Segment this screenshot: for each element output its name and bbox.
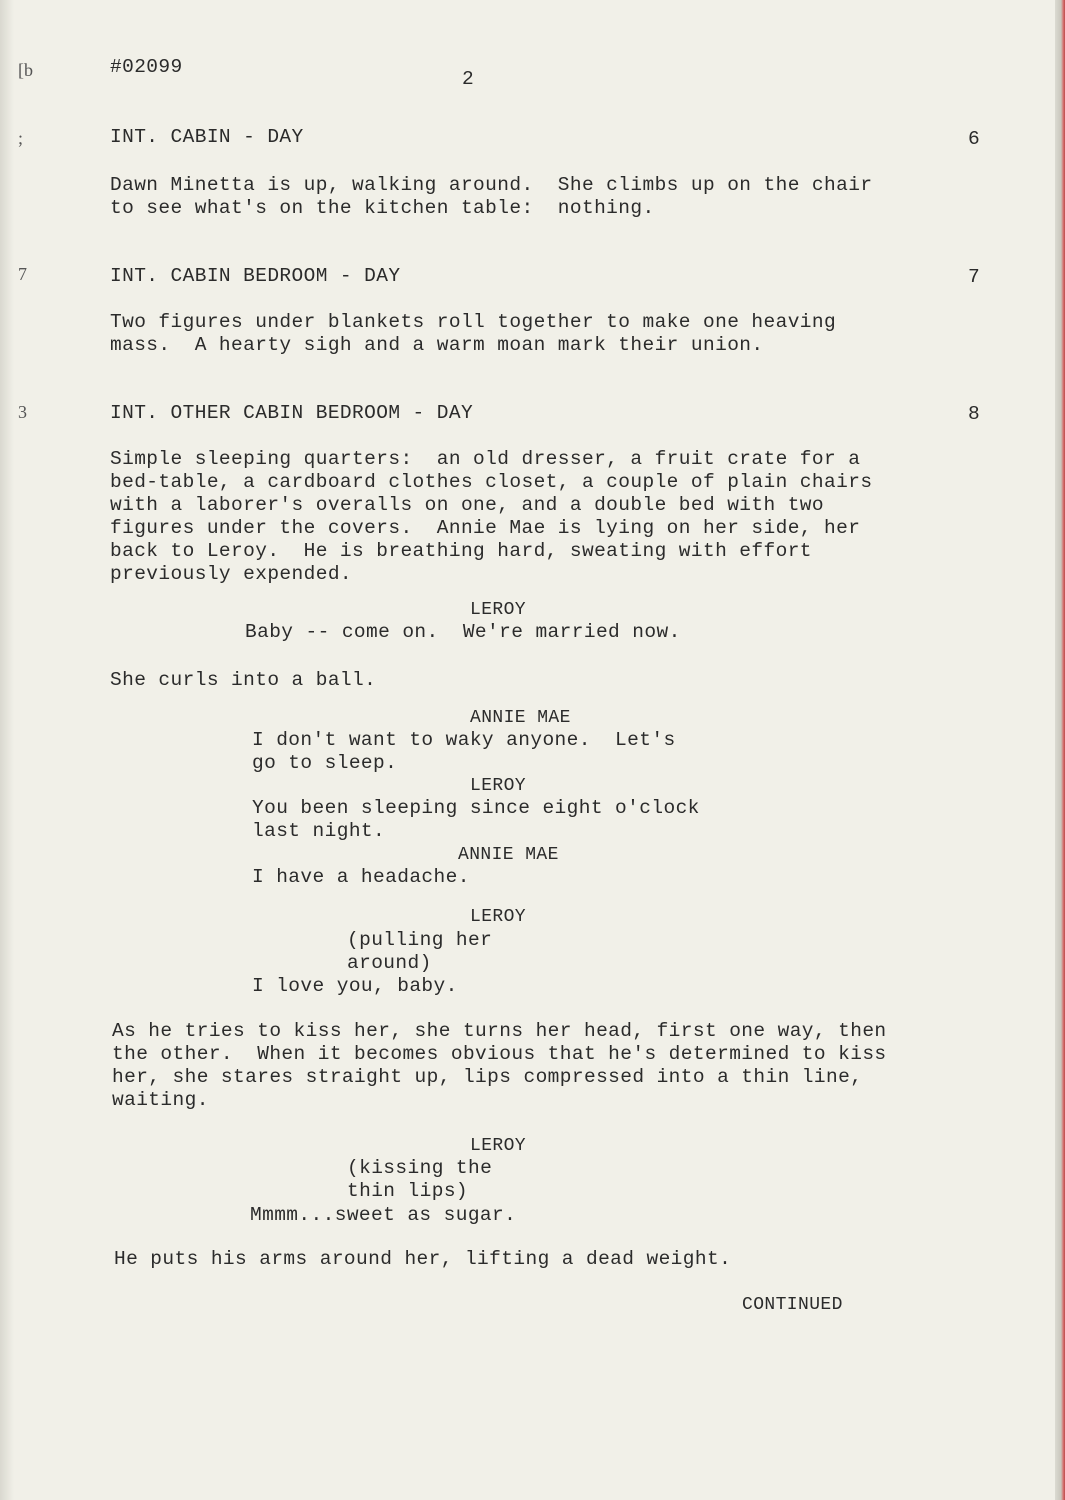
doc-number: #02099 <box>110 56 183 78</box>
action-line: to see what's on the kitchen table: nothing. <box>110 197 655 219</box>
character-name: LEROY <box>470 1136 527 1156</box>
scene-heading: INT. CABIN BEDROOM - DAY <box>110 265 401 287</box>
action-line: mass. A hearty sigh and a warm moan mark their union. <box>110 334 764 356</box>
margin-mark: [b <box>18 60 33 80</box>
parenthetical: thin lips) <box>347 1180 469 1202</box>
margin-mark: 7 <box>18 264 27 284</box>
action-line: the other. When it becomes obvious that he's determined to kiss <box>112 1043 887 1065</box>
page-edge <box>1055 0 1065 1500</box>
action-line: her, she stares straight up, lips compressed into a thin line, <box>112 1066 863 1088</box>
action-line: waiting. <box>112 1089 209 1111</box>
character-name: LEROY <box>470 600 527 620</box>
binding-shadow <box>0 0 14 1500</box>
action-line: He puts his arms around her, lifting a dead weight. <box>114 1248 732 1270</box>
character-name: LEROY <box>470 907 527 927</box>
action-line: figures under the covers. Annie Mae is lying on her side, her <box>110 517 861 539</box>
parenthetical: around) <box>347 952 432 974</box>
dialogue-line: Mmmm...sweet as sugar. <box>250 1204 517 1226</box>
dialogue-line: I don't want to waky anyone. Let's <box>252 729 676 751</box>
scene-number: 6 <box>968 128 981 150</box>
dialogue-line: last night. <box>252 820 386 842</box>
continued-label: CONTINUED <box>742 1295 843 1315</box>
action-line: bed-table, a cardboard clothes closet, a couple of plain chairs <box>110 471 873 493</box>
character-name: LEROY <box>470 776 527 796</box>
character-name: ANNIE MAE <box>458 845 559 865</box>
scene-heading: INT. CABIN - DAY <box>110 126 304 148</box>
scene-number: 7 <box>968 266 981 288</box>
action-line: previously expended. <box>110 563 353 585</box>
page-number: 2 <box>462 68 475 90</box>
parenthetical: (kissing the <box>347 1157 493 1179</box>
parenthetical: (pulling her <box>347 929 493 951</box>
dialogue-line: I have a headache. <box>252 866 470 888</box>
scene-heading: INT. OTHER CABIN BEDROOM - DAY <box>110 402 474 424</box>
action-line: back to Leroy. He is breathing hard, sweating with effort <box>110 540 812 562</box>
action-line: Two figures under blankets roll together to make one heaving <box>110 311 837 333</box>
action-line: with a laborer's overalls on one, and a double bed with two <box>110 494 825 516</box>
character-name: ANNIE MAE <box>470 708 571 728</box>
dialogue-line: Baby -- come on. We're married now. <box>245 621 681 643</box>
dialogue-line: I love you, baby. <box>252 975 458 997</box>
action-line: Dawn Minetta is up, walking around. She climbs up on the chair <box>110 174 873 196</box>
margin-mark: 3 <box>18 402 27 422</box>
dialogue-line: go to sleep. <box>252 752 398 774</box>
action-line: Simple sleeping quarters: an old dresser, a fruit crate for a <box>110 448 861 470</box>
margin-mark: ; <box>18 128 24 148</box>
dialogue-line: You been sleeping since eight o'clock <box>252 797 700 819</box>
scene-number: 8 <box>968 403 981 425</box>
action-line: She curls into a ball. <box>110 669 377 691</box>
action-line: As he tries to kiss her, she turns her head, first one way, then <box>112 1020 887 1042</box>
